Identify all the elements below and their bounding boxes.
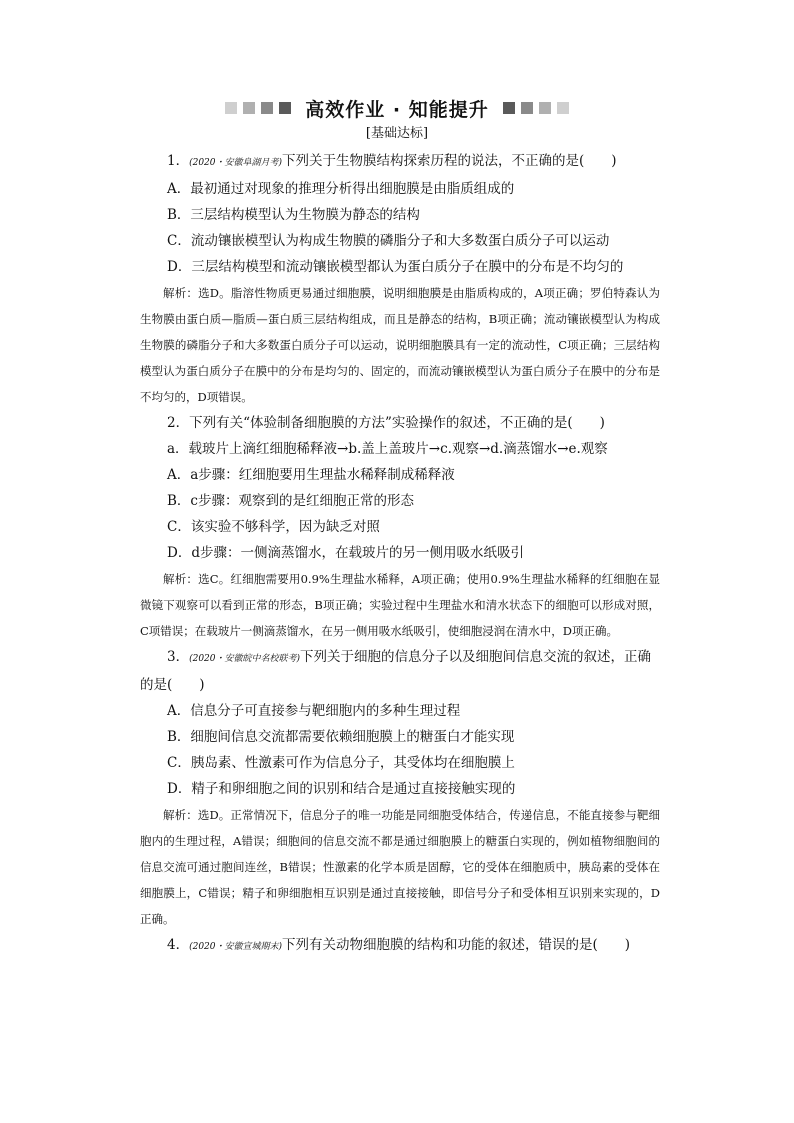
option-a: A．最初通过对现象的推理分析得出细胞膜是由脂质组成的 <box>167 181 515 197</box>
option-d: D．d步骤：一侧滴蒸馏水，在载玻片的另一侧用吸水纸吸引 <box>167 545 524 561</box>
analysis-text: 解析：选C。红细胞需要用0.9%生理盐水稀释，A项正确；使用0.9%生理盐水稀释的红细胞在显微镜下观察可以看到正常的形态，B项正确；实验过程中生理盐水和清水状态下的细胞可以形成对照，C项错误；在载玻片一侧滴蒸馏水，在另一侧用吸水纸吸引，使细胞浸润在清水中，D项正确。 <box>140 572 660 638</box>
question-number: 4． <box>167 937 190 953</box>
option-b: B．细胞间信息交流都需要依赖细胞膜上的糖蛋白才能实现 <box>167 729 515 745</box>
analysis-text: 解析：选D。正常情况下，信息分子的唯一功能是同细胞受体结合，传递信息，不能直接参与靶细胞内的生理过程，A错误；细胞间的信息交流不都是通过细胞膜上的糖蛋白实现的，例如植物细胞间的信息交流可通过胞间连丝，B错误；性激素的化学本质是固醇，它的受体在细胞质中，胰岛素的受体在细胞膜上，C错误；精子和卵细胞相互识别是通过直接接触，即信号分子和受体相互识别来实现的，D正确。 <box>140 808 660 926</box>
question-text: 下列有关“体验制备细胞膜的方法”实验操作的叙述，不正确的是( ) <box>189 415 605 431</box>
option-b: B．c步骤：观察到的是红细胞正常的形态 <box>167 493 414 509</box>
option-a: A．信息分子可直接参与靶细胞内的多种生理过程 <box>167 703 461 719</box>
question-stem <box>140 932 660 960</box>
question-text: 下列关于细胞的信息分子以及细胞间信息交流的叙述，正确的是( ) <box>140 649 652 693</box>
question-text: 下列关于生物膜结构探索历程的说法，不正确的是( ) <box>282 153 617 169</box>
question-number: 3． <box>167 649 190 665</box>
option-c: C．流动镶嵌模型认为构成生物膜的磷脂分子和大多数蛋白质分子可以运动 <box>167 233 610 249</box>
decor-square-icon <box>521 102 533 114</box>
decor-square-icon <box>261 102 273 114</box>
question-number: 1． <box>167 153 190 169</box>
decor-square-icon <box>225 102 237 114</box>
option-c: C．胰岛素、性激素可作为信息分子，其受体均在细胞膜上 <box>167 755 515 771</box>
decor-square-icon <box>539 102 551 114</box>
question-2 <box>140 410 660 644</box>
page-title: 高效作业 · 知能提升 <box>305 98 489 121</box>
question-3 <box>140 644 660 932</box>
decor-square-icon <box>279 102 291 114</box>
decor-square-icon <box>557 102 569 114</box>
option-c: C．该实验不够科学，因为缺乏对照 <box>167 519 380 535</box>
question-list <box>140 148 660 960</box>
question-4 <box>140 932 660 960</box>
option-d: D．三层结构模型和流动镶嵌模型都认为蛋白质分子在膜中的分布是不均匀的 <box>167 259 624 275</box>
question-1 <box>140 148 660 410</box>
option-a: A．a步骤：红细胞要用生理盐水稀释制成稀释液 <box>167 467 455 483</box>
question-source: (2020・安徽宣城期末) <box>189 942 283 952</box>
question-number: 2． <box>167 415 190 431</box>
decor-square-icon <box>503 102 515 114</box>
option-b: B．三层结构模型认为生物膜为静态的结构 <box>167 207 420 223</box>
decor-square-icon <box>243 102 255 114</box>
analysis-text: 解析：选D。脂溶性物质更易通过细胞膜，说明细胞膜是由脂质构成的，A项正确；罗伯特森认为生物膜由蛋白质—脂质—蛋白质三层结构组成，而且是静态的结构，B项正确；流动镶嵌模型认为构成生物膜的磷脂分子和大多数蛋白质分子可以运动，说明细胞膜具有一定的流动性，C项正确；三层结构模型认为蛋白质分子在膜中的分布是均匀的、固定的，而流动镶嵌模型认为蛋白质分子在膜中的分布是不均匀的，D项错误。 <box>140 286 660 404</box>
section-subhead: [基础达标] <box>365 126 429 141</box>
header-decoration-right <box>503 102 569 114</box>
question-source: (2020・安徽皖中名校联考) <box>189 654 301 664</box>
header-decoration-left <box>225 102 291 114</box>
question-source: (2020・安徽阜湖月考) <box>189 158 283 168</box>
question-text: 下列有关动物细胞膜的结构和功能的叙述，错误的是( ) <box>282 937 631 953</box>
question-stem <box>140 410 660 436</box>
question-stem <box>140 644 660 698</box>
option-d: D．精子和卵细胞之间的识别和结合是通过直接接触实现的 <box>167 781 516 797</box>
question-stem <box>140 148 660 176</box>
section-header <box>0 93 794 123</box>
step-sequence: a．载玻片上滴红细胞稀释液→b.盖上盖玻片→c.观察→d.滴蒸馏水→e.观察 <box>167 441 608 457</box>
